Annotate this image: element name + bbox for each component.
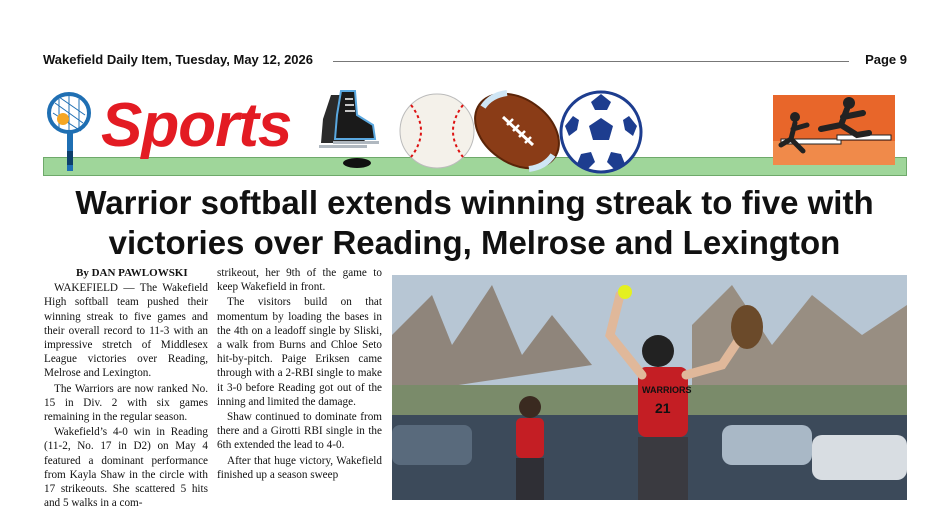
football-icon xyxy=(471,87,563,175)
paragraph: Wakefield’s 4-0 win in Reading (11-2, No. 17 in D2) on May 4 featured a dominant performance from Kayla Shaw in the circle with 17 strikeouts. She scattered 5 hits and 5 walks in a com- xyxy=(44,426,208,510)
page-number: Page 9 xyxy=(865,52,907,67)
lacrosse-stick-icon xyxy=(45,91,97,175)
folio-line xyxy=(43,52,907,70)
ice-skates-icon xyxy=(301,89,387,171)
hurdles-icon xyxy=(773,95,895,165)
paragraph: The Warriors are now ranked No. 15 in Div. 2 with six games remaining in the regular season. xyxy=(44,382,208,424)
headline-line-1: Warrior softball extends winning streak to five with xyxy=(75,184,874,221)
folio-rule xyxy=(333,61,849,62)
paper-date: Wakefield Daily Item, Tuesday, May 12, 2026 xyxy=(43,52,313,67)
headline-line-2: victories over Reading, Melrose and Lexington xyxy=(108,224,841,261)
baseball-icon xyxy=(397,91,477,171)
section-title: Sports xyxy=(101,91,292,160)
sports-banner xyxy=(43,85,907,177)
article-column-1 xyxy=(44,266,208,511)
paragraph: The visitors build on that momentum by loading the bases in the 4th on a leadoff single by Sliski, a walk from Burns and Chloe Seto hit-by-pitch. Paige Eriksen came through with a 2-RBI single to make it 3-0 before Reading got out of the inning and limited the damage. xyxy=(217,296,382,408)
paragraph: After that huge victory, Wakefield finished up a season sweep xyxy=(217,454,382,481)
paragraph: WAKEFIELD — The Wakefield High softball team pushed their winning streak to five games and their overall record to 11-3 with an impressive stretch of Middlesex League victories over Reading, Melrose and Lexington. xyxy=(44,282,208,380)
soccer-ball-icon xyxy=(559,90,643,174)
softball-pitcher-photo xyxy=(392,275,907,500)
photo-illustration xyxy=(392,275,907,500)
article-headline xyxy=(20,183,929,263)
jersey-number: 21 xyxy=(655,400,671,416)
jersey-text: WARRIORS xyxy=(642,385,692,395)
byline: By DAN PAWLOWSKI xyxy=(76,267,188,279)
article-column-2 xyxy=(217,266,382,483)
paragraph-continued: strikeout, her 9th of the game to keep Wakefield in front. xyxy=(217,267,382,294)
paragraph: Shaw continued to dominate from there and a Girotti RBI single in the 6th extended the lead to 4-0. xyxy=(217,411,382,452)
